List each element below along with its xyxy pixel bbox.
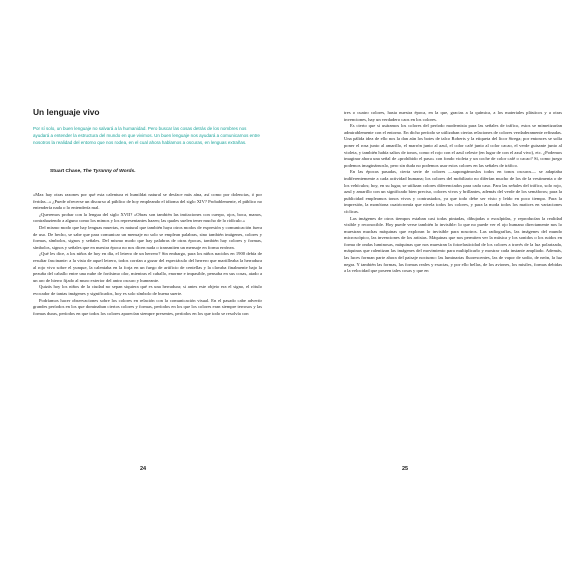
section-heading: Un lenguaje vivo (33, 107, 100, 117)
body-paragraph: Del mismo modo que hay lenguas muertas, es natural que también haya otros modos de expresión y comunicación fuera de uso. De hecho, se sabe que para comunicar un mensaje no solo se emplean palabras, sino también imágenes, colores y formas, símbolos, signos y señales. Del mismo modo que hay palabras de otras épocas, también hay colores y formas, símbolos, signos y señales que en nuestra época no nos dicen nada o transmiten un mensaje en forma errónea. (33, 224, 262, 250)
epigraph-attribution (50, 169, 260, 175)
right-body-text (344, 110, 562, 275)
body-paragraph: Podríamos hacer observaciones sobre los colores en relación con la comunicación visual. En el pasado cabe advertir grandes períodos en los que dominaban ciertos colores y formas, períodos en los que los colores eran siempre terrosos y las formas duras, períodos en que todos los colores aparecían siempre presentes, períodos en los que todo se resolvía con (33, 297, 262, 316)
page-number: 25 (402, 466, 409, 472)
right-page (285, 0, 570, 570)
body-paragraph: Las imágenes de otros tiempos estaban casi todas pintadas, dibujadas o esculpidas, y reproducían la realidad visible y reconocible. Hoy puede verse también lo invisible: lo que no puede ver el ojo humano directamente nos lo muestran muchas máquinas que exploran lo invisible para nosotros. Las radiografías, las imágenes del mundo microscópico, las invenciones de los artistas. Máquinas que nos permiten ver la música y los sonidos o los ruidos en forma de ondas luminosas, máquinas que nos muestran la fotoelasticidad de los colores a través de la luz polarizada, máquinas que ralentizan las imágenes del movimiento para multiplicarlo y mostrar cada instante ampliado. Además, las luces forman parte ahora del paisaje nocturno: las luminarias fluorescentes, las de vapor de sodio, de neón, la luz negra. Y también las formas, las formas reales y exactas, y por ello bellas, de los aviones, los misiles, formas debidas a la velocidad que poseen tales cosas y que en (344, 215, 562, 274)
epigraph-work: The Tyranny of Words. (82, 169, 136, 174)
body-paragraph: ¿Qué les dice, a los niños de hoy en día, el letrero de un herrero? Sin embargo, para los niños nacidos en 1900 debía de resultar fascinante: a la vista de aquel letrero, todos corrían a gozar del espectáculo del herrero que martilleaba la herradura al rojo vivo sobre el yunque, la calentaba en la forja en un fuego de artificio de centellas y la clavaba finalmente bajo la pezuña del caballo entre una nube de fortísimo olor, mientras el caballo, enorme e impasible, pensaba en sus cosas, atado a un aro de hierro fijado al muro exterior del antro oscuro y humeante. (33, 251, 262, 283)
body-paragraph: tres o cuatro colores, hasta nuestra época, en la que, gracias a la química, a los materiales plásticos y a otras invenciones, hay un verdadero caos en los colores. (344, 110, 562, 122)
body-paragraph: Quizás hoy los niños de la ciudad no sepan siquiera qué es una herradura; si antes este objeto era el signo, el rótulo evocador de tantas imágenes y significados, hoy es solo símbolo de buena suerte. (33, 284, 262, 296)
body-paragraph: «Max hay otras razones por qué esta calentura et humildat natural se desface más aína, así como por dolencias, ó por feridas...» ¿Puede ofrecerse un discurso al público de hoy empleando el idioma del siglo XIV? Probablemente, el público no entendería nada o lo entendería mal. (33, 192, 262, 211)
epigraph-author: Stuart Chase, (50, 169, 82, 174)
page-number: 24 (140, 466, 147, 472)
body-paragraph: Es cierto que si usáramos los colores del período modernista para las señales de tráfico, estos se mimetizarían admirablemente con el entorno. En dicho período se utilizaban ciertas relaciones de colores verdaderamente refinadas. Una pálida idea de ello nos la dan aún los botes de talco Roberts y la etiqueta del licor Strega; por entonces se solía poner el rosa junto al amarillo, el marrón junto al azul, el color café junto al color cacao, el verde guisante junto al violeta, y también había saltos de tonos, como el rojo con el azul celeste (en lugar de con el azul vivo), etc. ¿Podemos imaginar ahora una señal de «prohibido el paso» con fondo violeta y un coche de color café o cacao? Sí, como juego podemos imaginárnoslo, pero sin duda no podemos usar estos colores en las señales de tráfico. (344, 123, 562, 168)
left-body-text (33, 192, 262, 317)
body-paragraph: ¿Queremos probar con la lengua del siglo XVII? «Obras son también las imitaciones con cuerpo, ojos, boca, manos, contrahaziendo a alguno como los mimos y los representantes hazen; las quales suelen tener mucho de lo ridículo.» (33, 211, 262, 224)
epigraph-quote: Por sí solo, un buen lenguaje no salvará a la humanidad. Pero buscar las cosas detrás de los nombres nos ayudará a entender la estructura del mundo en que vivimos. Un buen lenguaje nos ayudará a comunicarnos entre nosotros la realidad del entorno que nos rodea, en el cual ahora hablamos a oscuras, en lenguas extrañas. (33, 126, 260, 146)
body-paragraph: En las épocas pasadas, cierta serie de colores —supongámoslos todos en tonos oscuros— se adaptaba indiferentemente a cada actividad humana; los colores del mobiliario no diferían mucho de los de la vestimenta o de los vehículos; hoy, en su lugar, se utilizan colores diferenciados para cada caso. Para las señales del tráfico, solo rojo, azul y amarillo con un significado bien preciso, colores vivos y brillantes, además del verde de los semáforos; para la publicidad empleamos tonos vivos y contrastados, ya que todo debe ser visto y leído en poco tiempo. Para la impresión, la monótona cuatricromía que nivela todos los colores, y para la moda todos los matices en variaciones cíclicas. (344, 169, 562, 214)
